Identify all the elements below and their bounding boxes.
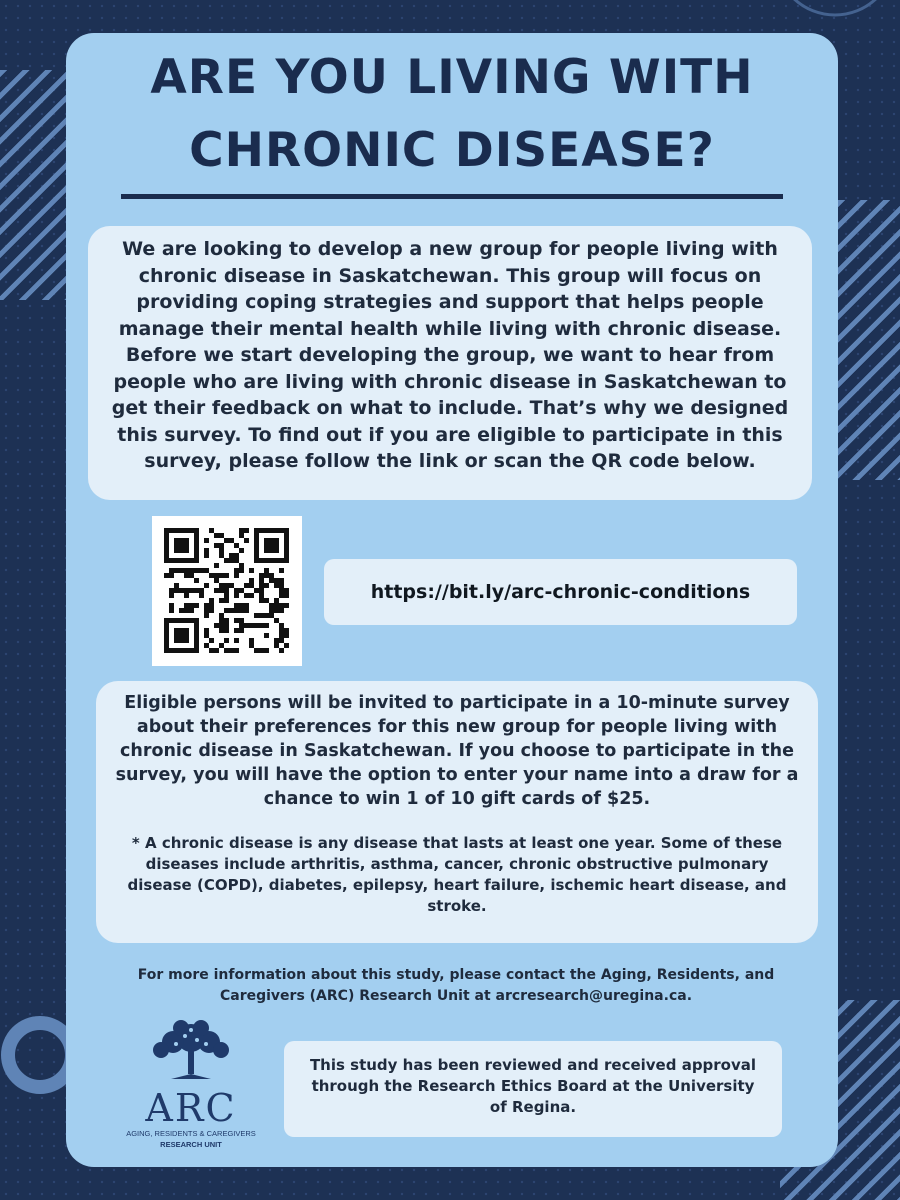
logo-wordmark: ARC [145,1086,237,1130]
stripe-decoration-left [0,70,66,300]
survey-link[interactable]: https://bit.ly/arc-chronic-conditions [324,559,797,625]
tree-icon [141,1018,241,1080]
stripe-decoration-top-right [838,200,900,480]
contact-info: For more information about this study, please contact the Aging, Residents, and Caregivers (ARC) Research Unit at arcresearch@uregina.ca. [137,967,775,1004]
poster-card [66,33,838,1167]
title-divider [121,194,783,199]
page-title-line-2: CHRONIC DISEASE? [189,123,715,178]
arc-logo [106,1018,276,1158]
survey-details-text: Eligible persons will be invited to participate in a 10-minute survey about their preferences for this new group for people living with chronic disease in Saskatchewan. If you choose to participate in the survey, you will have the option to enter your name into a draw for a chance to win 1 of 10 gift cards of $25. [115,693,799,809]
intro-paragraph: We are looking to develop a new group for people living with chronic disease in Saskatchewan. This group will focus on providing coping strategies and support that helps people manage their mental health while living with chronic disease. Before we start developing the group, we want to hear from people who are living with chronic disease in Saskatchewan to get their feedback on what to include. That’s why we designed this survey. To find out if you are eligible to participate in this survey, please follow the link or scan the QR code below. [88,226,812,500]
ethics-approval: This study has been reviewed and received approval through the Research Ethics Board at the University of Regina. [284,1041,782,1137]
page-title-line-1: ARE YOU LIVING WITH [150,50,754,105]
logo-subtitle: AGING, RESIDENTS & CAREGIVERS [126,1129,256,1138]
chronic-disease-note: * A chronic disease is any disease that lasts at least one year. Some of these diseases include arthritis, asthma, cancer, chronic obstructive pulmonary disease (COPD), diabetes, epilepsy, heart failure, ischemic heart disease, and stroke. [127,834,787,915]
qr-code-icon[interactable] [152,516,302,666]
survey-details [96,681,818,943]
logo-unit: RESEARCH UNIT [160,1140,222,1149]
